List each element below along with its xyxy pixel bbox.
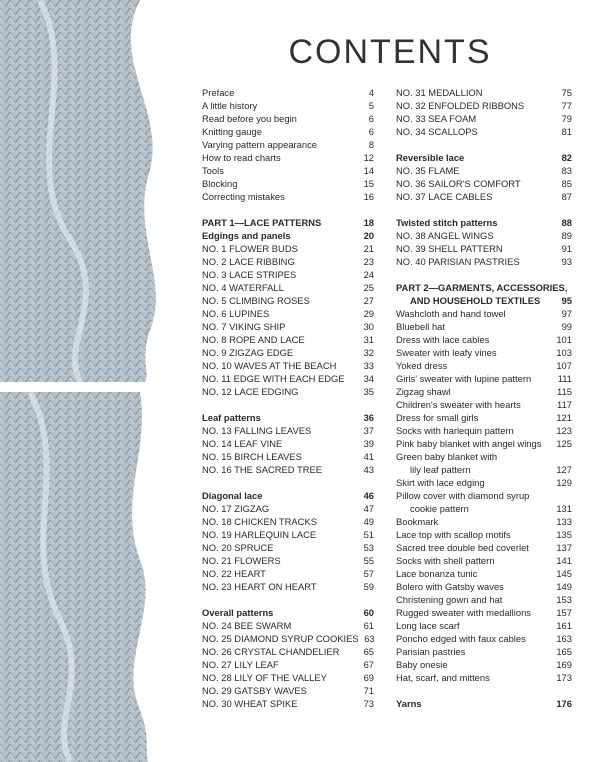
toc-entry-title: NO. 26 CRYSTAL CHANDELIER bbox=[202, 646, 340, 657]
toc-entry-title: NO. 19 HARLEQUIN LACE bbox=[202, 529, 317, 540]
toc-entry-title: Pillow cover with diamond syrup bbox=[396, 490, 530, 501]
toc-entry-title: NO. 6 LUPINES bbox=[202, 308, 270, 319]
toc-entry-title: Long lace scarf bbox=[396, 620, 460, 631]
toc-entry-title: Correcting mistakes bbox=[202, 191, 285, 202]
toc-entry-title: NO. 21 FLOWERS bbox=[202, 555, 281, 566]
toc-entry bbox=[396, 541, 572, 554]
toc-entry-page: 87 bbox=[561, 191, 572, 202]
toc-entry-title: Lace top with scallop motifs bbox=[396, 529, 511, 540]
toc-entry-page: 101 bbox=[556, 334, 572, 345]
toc-entry-page: 165 bbox=[556, 646, 572, 657]
spacer bbox=[202, 398, 374, 411]
toc-entry bbox=[202, 489, 374, 502]
toc-entry bbox=[396, 580, 572, 593]
toc-entry bbox=[202, 697, 374, 710]
toc-entry bbox=[202, 229, 374, 242]
toc-entry-title: Bookmark bbox=[396, 516, 439, 527]
toc-entry bbox=[202, 268, 374, 281]
toc-entry-page bbox=[567, 281, 583, 294]
toc-entry-page: 37 bbox=[363, 425, 374, 436]
toc-entry-title: Read before you begin bbox=[202, 113, 297, 124]
toc-entry-page: 117 bbox=[557, 399, 572, 410]
toc-entry-title: NO. 12 LACE EDGING bbox=[202, 386, 299, 397]
toc-entry-page: 16 bbox=[363, 191, 374, 202]
toc-entry-title: NO. 16 THE SACRED TREE bbox=[202, 464, 322, 475]
toc-entry-page: 111 bbox=[557, 373, 572, 384]
toc-entry-page: 121 bbox=[556, 412, 572, 423]
toc-entry bbox=[396, 320, 572, 333]
toc-entry-title: Sacred tree double bed coverlet bbox=[396, 542, 529, 553]
toc-entry-page: 157 bbox=[556, 607, 572, 618]
toc-entry-page: 39 bbox=[363, 438, 374, 449]
toc-entry bbox=[396, 385, 572, 398]
page-title: CONTENTS bbox=[288, 33, 492, 71]
toc-entry-page: 8 bbox=[368, 139, 374, 150]
toc-entry-page: 12 bbox=[363, 152, 374, 163]
toc-entry-page: 115 bbox=[557, 386, 572, 397]
toc-entry-title: Hat, scarf, and mittens bbox=[396, 672, 490, 683]
toc-entry bbox=[202, 372, 374, 385]
toc-entry-title: NO. 17 ZIGZAG bbox=[202, 503, 270, 514]
toc-entry-title: NO. 36 SAILOR'S COMFORT bbox=[396, 178, 521, 189]
toc-entry-title: Twisted stitch patterns bbox=[396, 217, 498, 228]
toc-entry bbox=[202, 138, 374, 151]
toc-entry-page: 57 bbox=[363, 568, 374, 579]
toc-entry bbox=[396, 281, 572, 294]
toc-entry-page: 149 bbox=[556, 581, 572, 592]
toc-entry bbox=[202, 645, 374, 658]
toc-entry bbox=[396, 632, 572, 645]
toc-entry bbox=[396, 645, 572, 658]
toc-entry-page bbox=[556, 489, 572, 502]
toc-entry-title: Reversible lace bbox=[396, 152, 465, 163]
toc-entry-title: Yoked dress bbox=[396, 360, 448, 371]
toc-entry bbox=[396, 86, 572, 99]
toc-entry-title: Pink baby blanket with angel wings bbox=[396, 438, 542, 449]
toc-entry-page: 15 bbox=[363, 178, 374, 189]
toc-entry bbox=[202, 554, 374, 567]
toc-entry bbox=[396, 359, 572, 372]
toc-entry bbox=[396, 463, 572, 476]
toc-entry-title: Varying pattern appearance bbox=[202, 139, 318, 150]
toc-entry-title: lily leaf pattern bbox=[410, 464, 471, 475]
toc-entry-page: 107 bbox=[556, 360, 572, 371]
toc-entry bbox=[202, 450, 374, 463]
toc-entry-title: Christening gown and hat bbox=[396, 594, 503, 605]
toc-entry-page: 169 bbox=[556, 659, 572, 670]
toc-entry-title: Preface bbox=[202, 87, 235, 98]
toc-entry bbox=[396, 619, 572, 632]
toc-entry-title: PART 1—LACE PATTERNS bbox=[202, 217, 322, 228]
toc-entry-page: 81 bbox=[561, 126, 572, 137]
toc-entry-page: 69 bbox=[363, 672, 374, 683]
toc-entry bbox=[396, 697, 572, 710]
toc-entry-title: NO. 14 LEAF VINE bbox=[202, 438, 283, 449]
toc-entry bbox=[202, 424, 374, 437]
toc-entry bbox=[396, 606, 572, 619]
toc-entry bbox=[396, 424, 572, 437]
toc-entry-page: 79 bbox=[561, 113, 572, 124]
toc-entry bbox=[396, 567, 572, 580]
toc-entry-title: Dress with lace cables bbox=[396, 334, 490, 345]
toc-entry bbox=[202, 86, 374, 99]
toc-entry bbox=[396, 242, 572, 255]
toc-entry-title: NO. 31 MEDALLION bbox=[396, 87, 483, 98]
toc-entry-title: NO. 15 BIRCH LEAVES bbox=[202, 451, 302, 462]
toc-entry-page: 103 bbox=[556, 347, 572, 358]
toc-entry-title: NO. 22 HEART bbox=[202, 568, 266, 579]
toc-entry bbox=[202, 242, 374, 255]
toc-entry-page: 21 bbox=[363, 243, 374, 254]
toc-entry-title: A little history bbox=[202, 100, 258, 111]
toc-entry-title: NO. 27 LILY LEAF bbox=[202, 659, 279, 670]
toc-column-left bbox=[202, 86, 374, 710]
toc-entry-title: Skirt with lace edging bbox=[396, 477, 485, 488]
toc-entry-title: Blocking bbox=[202, 178, 238, 189]
toc-entry-page: 83 bbox=[561, 165, 572, 176]
toc-entry-title: NO. 18 CHICKEN TRACKS bbox=[202, 516, 317, 527]
toc-entry-title: Baby onesie bbox=[396, 659, 448, 670]
toc-entry bbox=[202, 567, 374, 580]
toc-entry bbox=[396, 229, 572, 242]
toc-entry-title: cookie pattern bbox=[410, 503, 469, 514]
toc-entry bbox=[396, 437, 572, 450]
toc-entry-title: NO. 13 FALLING LEAVES bbox=[202, 425, 312, 436]
toc-entry-page: 137 bbox=[556, 542, 572, 553]
toc-entry-page: 49 bbox=[363, 516, 374, 527]
toc-entry-title: NO. 25 DIAMOND SYRUP COOKIES bbox=[202, 633, 359, 644]
toc-entry-title: Tools bbox=[202, 165, 224, 176]
toc-entry-page: 125 bbox=[556, 438, 572, 449]
toc-entry-page: 46 bbox=[363, 490, 374, 501]
toc-entry bbox=[396, 177, 572, 190]
toc-entry bbox=[396, 593, 572, 606]
toc-entry-title: Sweater with leafy vines bbox=[396, 347, 497, 358]
toc-entry-title: NO. 7 VIKING SHIP bbox=[202, 321, 286, 332]
toc-entry-page: 4 bbox=[368, 87, 374, 98]
toc-entry-page: 135 bbox=[556, 529, 572, 540]
toc-entry-page: 14 bbox=[363, 165, 374, 176]
toc-entry-page: 99 bbox=[561, 321, 572, 332]
toc-entry-page: 60 bbox=[363, 607, 374, 618]
toc-entry bbox=[202, 658, 374, 671]
toc-entry-page: 30 bbox=[363, 321, 374, 332]
toc-entry bbox=[396, 502, 572, 515]
toc-entry bbox=[202, 151, 374, 164]
toc-entry-page: 51 bbox=[363, 529, 374, 540]
toc-entry bbox=[202, 606, 374, 619]
toc-entry bbox=[396, 515, 572, 528]
toc-entry-page: 34 bbox=[363, 373, 374, 384]
toc-entry-page: 163 bbox=[556, 633, 572, 644]
toc-entry-title: NO. 5 CLIMBING ROSES bbox=[202, 295, 310, 306]
toc-entry-page: 93 bbox=[561, 256, 572, 267]
toc-entry-page: 129 bbox=[556, 477, 572, 488]
toc-entry-title: Socks with shell pattern bbox=[396, 555, 495, 566]
toc-entry-page: 23 bbox=[363, 256, 374, 267]
toc-entry-page: 176 bbox=[556, 698, 572, 709]
toc-entry-title: NO. 1 FLOWER BUDS bbox=[202, 243, 298, 254]
toc-entry-title: NO. 28 LILY OF THE VALLEY bbox=[202, 672, 327, 683]
toc-entry-title: NO. 20 SPRUCE bbox=[202, 542, 274, 553]
toc-entry-title: NO. 24 BEE SWARM bbox=[202, 620, 292, 631]
toc-entry-title: Yarns bbox=[396, 698, 422, 709]
toc-entry-title: NO. 32 ENFOLDED RIBBONS bbox=[396, 100, 525, 111]
toc-entry-title: NO. 38 ANGEL WINGS bbox=[396, 230, 494, 241]
toc-entry-title: Knitting gauge bbox=[202, 126, 262, 137]
toc-entry bbox=[202, 385, 374, 398]
toc-entry-page: 33 bbox=[363, 360, 374, 371]
toc-entry-title: Leaf patterns bbox=[202, 412, 261, 423]
toc-entry bbox=[202, 190, 374, 203]
toc-entry-title: NO. 39 SHELL PATTERN bbox=[396, 243, 503, 254]
toc-entry-title: Socks with harlequin pattern bbox=[396, 425, 514, 436]
toc-entry-page: 133 bbox=[556, 516, 572, 527]
toc-entry bbox=[396, 398, 572, 411]
toc-entry bbox=[396, 346, 572, 359]
toc-entry-title: NO. 35 FLAME bbox=[396, 165, 460, 176]
toc-entry-page: 47 bbox=[363, 503, 374, 514]
toc-entry-title: Green baby blanket with bbox=[396, 451, 498, 462]
spacer bbox=[202, 476, 374, 489]
toc-entry-page: 29 bbox=[363, 308, 374, 319]
toc-entry bbox=[202, 437, 374, 450]
toc-entry-page: 18 bbox=[363, 217, 374, 228]
toc-entry-title: Girls' sweater with lupine pattern bbox=[396, 373, 532, 384]
toc-entry-page: 63 bbox=[364, 633, 375, 644]
spacer bbox=[396, 203, 572, 216]
toc-entry bbox=[202, 346, 374, 359]
toc-entry-page: 88 bbox=[561, 217, 572, 228]
toc-entry-page: 31 bbox=[363, 334, 374, 345]
toc-entry bbox=[396, 190, 572, 203]
toc-entry bbox=[202, 528, 374, 541]
toc-entry-title: NO. 4 WATERFALL bbox=[202, 282, 284, 293]
toc-entry-title: NO. 40 PARISIAN PASTRIES bbox=[396, 256, 520, 267]
toc-entry-page: 82 bbox=[561, 152, 572, 163]
toc-entry-page: 32 bbox=[363, 347, 374, 358]
toc-entry bbox=[202, 411, 374, 424]
toc-entry-page: 77 bbox=[561, 100, 572, 111]
toc-entry-title: Rugged sweater with medallions bbox=[396, 607, 531, 618]
toc-entry-title: Washcloth and hand towel bbox=[396, 308, 506, 319]
toc-entry bbox=[202, 294, 374, 307]
toc-entry bbox=[202, 255, 374, 268]
toc-entry-page: 131 bbox=[556, 503, 572, 514]
toc-entry-title: NO. 23 HEART ON HEART bbox=[202, 581, 317, 592]
toc-entry-page: 161 bbox=[556, 620, 572, 631]
toc-entry-page: 173 bbox=[556, 672, 572, 683]
spacer bbox=[202, 593, 374, 606]
toc-entry bbox=[396, 112, 572, 125]
toc-column-right bbox=[396, 86, 572, 710]
toc-entry-page: 127 bbox=[556, 464, 572, 475]
toc-entry-title: Children's sweater with hearts bbox=[396, 399, 521, 410]
toc-entry bbox=[202, 502, 374, 515]
toc-entry-title: Zigzag shawl bbox=[396, 386, 451, 397]
spacer bbox=[396, 138, 572, 151]
toc-entry-page: 91 bbox=[561, 243, 572, 254]
toc-entry-page: 95 bbox=[561, 295, 572, 306]
toc-entry-page: 141 bbox=[556, 555, 572, 566]
toc-entry-title: Bolero with Gatsby waves bbox=[396, 581, 504, 592]
toc-entry-page: 27 bbox=[363, 295, 374, 306]
toc-entry-page: 89 bbox=[561, 230, 572, 241]
toc-entry-title: NO. 9 ZIGZAG EDGE bbox=[202, 347, 294, 358]
toc-entry bbox=[202, 580, 374, 593]
toc-entry bbox=[396, 216, 572, 229]
toc-entry bbox=[202, 541, 374, 554]
toc-entry-page: 36 bbox=[363, 412, 374, 423]
toc-entry bbox=[396, 489, 572, 502]
toc-entry-page: 41 bbox=[363, 451, 374, 462]
toc-entry-title: AND HOUSEHOLD TEXTILES bbox=[410, 295, 541, 306]
toc-entry-page: 97 bbox=[561, 308, 572, 319]
toc-entry-page: 20 bbox=[363, 230, 374, 241]
toc-entry-title: Bluebell hat bbox=[396, 321, 445, 332]
toc-entry bbox=[396, 372, 572, 385]
toc-entry bbox=[202, 164, 374, 177]
toc-entry-title: NO. 2 LACE RIBBING bbox=[202, 256, 295, 267]
toc-entry-title: NO. 8 ROPE AND LACE bbox=[202, 334, 305, 345]
toc-entry-title: Parisian pastries bbox=[396, 646, 466, 657]
toc-entry bbox=[396, 658, 572, 671]
toc-entry-title: How to read charts bbox=[202, 152, 281, 163]
toc-entry-page: 35 bbox=[363, 386, 374, 397]
toc-entry-page: 24 bbox=[363, 269, 374, 280]
knitted-lace-photo bbox=[0, 0, 182, 762]
spacer bbox=[396, 268, 572, 281]
toc-entry bbox=[202, 463, 374, 476]
toc-entry bbox=[396, 476, 572, 489]
toc-entry bbox=[202, 320, 374, 333]
toc-entry bbox=[202, 112, 374, 125]
spacer bbox=[396, 684, 572, 697]
toc-entry-page: 55 bbox=[363, 555, 374, 566]
toc-entry bbox=[202, 632, 374, 645]
toc-entry-title: Overall patterns bbox=[202, 607, 274, 618]
toc-entry-page bbox=[556, 450, 572, 463]
toc-entry bbox=[396, 333, 572, 346]
toc-entry-page: 75 bbox=[561, 87, 572, 98]
toc-entry bbox=[202, 99, 374, 112]
toc-entry-page: 6 bbox=[368, 113, 374, 124]
toc-entry-title: NO. 37 LACE CABLES bbox=[396, 191, 493, 202]
toc-entry-page: 85 bbox=[561, 178, 572, 189]
toc-entry-title: PART 2—GARMENTS, ACCESSORIES, bbox=[396, 282, 568, 293]
toc-entry bbox=[396, 164, 572, 177]
toc-entry-page: 145 bbox=[556, 568, 572, 579]
toc-entry-page: 59 bbox=[363, 581, 374, 592]
toc-entry bbox=[396, 528, 572, 541]
spacer bbox=[202, 203, 374, 216]
toc-entry-title: NO. 29 GATSBY WAVES bbox=[202, 685, 307, 696]
toc-entry bbox=[202, 684, 374, 697]
toc-entry-title: Dress for small girls bbox=[396, 412, 479, 423]
toc-entry bbox=[202, 619, 374, 632]
toc-entry-page: 123 bbox=[556, 425, 572, 436]
toc-entry-title: Poncho edged with faux cables bbox=[396, 633, 526, 644]
toc-entry-title: Edgings and panels bbox=[202, 230, 291, 241]
toc-entry-title: NO. 34 SCALLOPS bbox=[396, 126, 478, 137]
toc-entry bbox=[202, 307, 374, 320]
toc-entry bbox=[202, 177, 374, 190]
toc-entry-title: NO. 30 WHEAT SPIKE bbox=[202, 698, 298, 709]
toc-entry-page: 65 bbox=[363, 646, 374, 657]
toc-entry bbox=[396, 411, 572, 424]
toc-entry bbox=[396, 125, 572, 138]
toc-entry-page: 71 bbox=[363, 685, 374, 696]
toc-entry-page: 43 bbox=[363, 464, 374, 475]
toc-entry bbox=[202, 216, 374, 229]
toc-entry-page: 67 bbox=[363, 659, 374, 670]
toc-entry-title: NO. 33 SEA FOAM bbox=[396, 113, 477, 124]
toc-entry bbox=[396, 671, 572, 684]
toc-entry-page: 53 bbox=[363, 542, 374, 553]
toc-entry-page: 153 bbox=[556, 594, 572, 605]
toc-entry bbox=[202, 671, 374, 684]
toc-entry-title: Diagonal lace bbox=[202, 490, 263, 501]
toc-entry bbox=[202, 333, 374, 346]
toc-entry bbox=[202, 359, 374, 372]
toc-entry bbox=[202, 281, 374, 294]
toc-entry-page: 73 bbox=[363, 698, 374, 709]
toc-entry bbox=[396, 294, 572, 307]
toc-entry-title: NO. 10 WAVES AT THE BEACH bbox=[202, 360, 337, 371]
toc-entry bbox=[396, 307, 572, 320]
toc-entry bbox=[396, 450, 572, 463]
toc-entry bbox=[396, 554, 572, 567]
toc-entry-page: 6 bbox=[368, 126, 374, 137]
toc-entry-title: NO. 11 EDGE WITH EACH EDGE bbox=[202, 373, 345, 384]
toc-entry-page: 61 bbox=[363, 620, 374, 631]
toc-entry-page: 25 bbox=[363, 282, 374, 293]
toc-entry bbox=[396, 255, 572, 268]
toc-entry-title: Lace bonanza tunic bbox=[396, 568, 478, 579]
toc-entry-page: 5 bbox=[368, 100, 374, 111]
toc-entry bbox=[202, 125, 374, 138]
toc-entry-title: NO. 3 LACE STRIPES bbox=[202, 269, 297, 280]
toc-entry bbox=[202, 515, 374, 528]
toc-entry bbox=[396, 151, 572, 164]
toc-entry bbox=[396, 99, 572, 112]
